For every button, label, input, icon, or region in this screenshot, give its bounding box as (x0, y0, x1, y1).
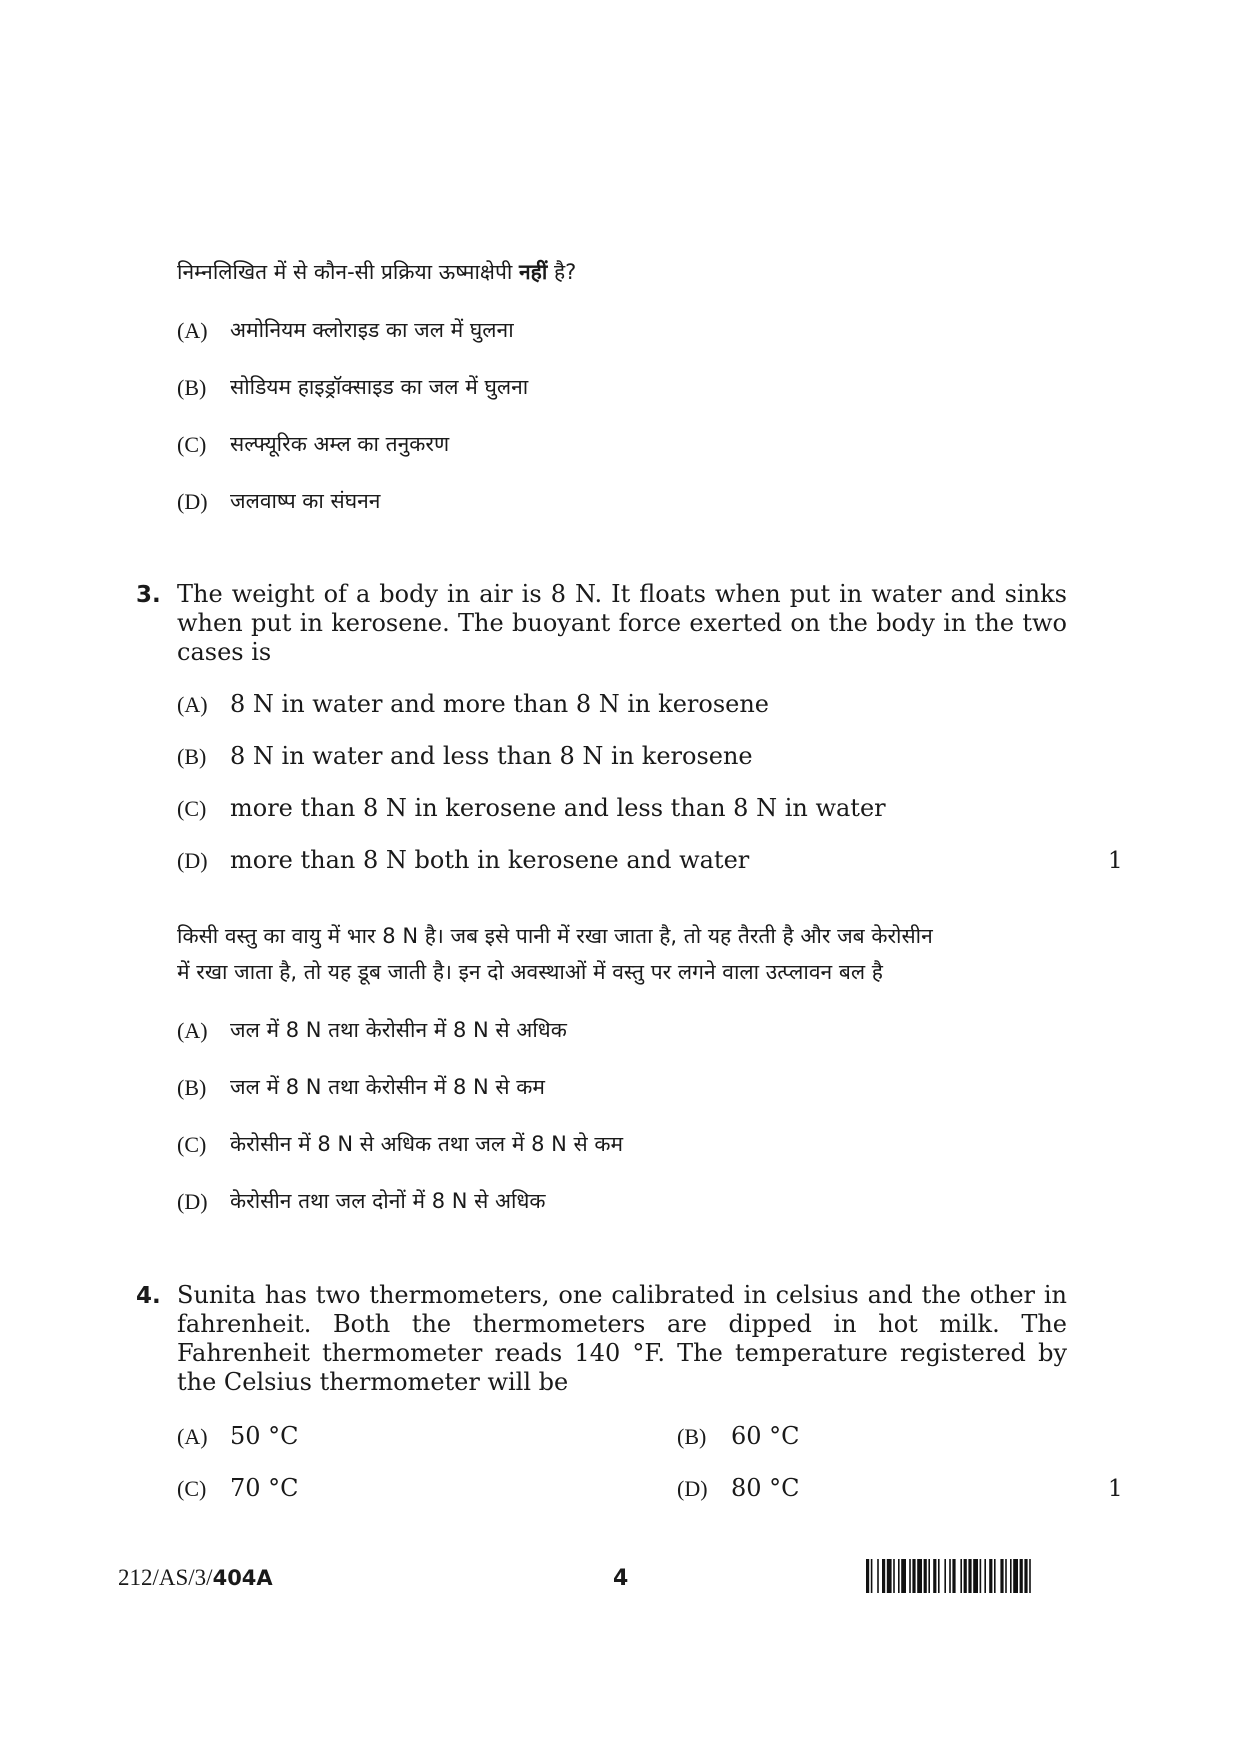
stem-text-end: है? (547, 260, 577, 284)
option-text: 70 °C (230, 1474, 299, 1502)
page-number: 4 (613, 1566, 629, 1591)
option-text: केरोसीन तथा जल दोनों में 8 N से अधिक (230, 1189, 546, 1213)
question-number: 3. (136, 582, 161, 608)
option-text: more than 8 N in kerosene and less than 8 N in water (230, 794, 886, 822)
hindi-question-3-line-1: किसी वस्तु का वायु में भार 8 N है। जब इसे पानी में रखा जाता है, तो यह तैरती है और जब केरोसीन (177, 924, 933, 948)
stem-bold-word: नहीं (519, 260, 548, 284)
paper-code-prefix: 212/AS/3/ (118, 1565, 213, 1590)
option-text: सोडियम हाइड्रॉक्साइड का जल में घुलना (230, 375, 529, 399)
paper-code (118, 1565, 273, 1591)
option-letter: (C) (177, 1476, 207, 1501)
option-letter: (A) (177, 1424, 208, 1449)
option-letter: (A) (177, 1018, 208, 1043)
option-letter: (D) (177, 1189, 208, 1214)
paper-code-bold: 404A (212, 1566, 273, 1590)
option-text: 60 °C (731, 1422, 800, 1450)
question-marks: 1 (1108, 1476, 1123, 1502)
option-letter: (B) (177, 1075, 207, 1100)
option-letter: (B) (677, 1424, 707, 1449)
option-text: जल में 8 N तथा केरोसीन में 8 N से कम (230, 1075, 545, 1099)
hindi-question-2-stem (177, 258, 576, 287)
hindi-question-3-line-2: में रखा जाता है, तो यह डूब जाती है। इन दो अवस्थाओं में वस्तु पर लगने वाला उत्प्लावन बल है (177, 960, 883, 984)
option-text: 80 °C (731, 1474, 800, 1502)
option-letter: (D) (177, 489, 208, 514)
question-4-stem: Sunita has two thermometers, one calibrated in celsius and the other in fahrenheit. Both the thermometers are dipped in hot milk. The Fahrenheit thermometer reads 140 °F. The temperature registered by the Celsius thermometer will be (177, 1281, 1067, 1396)
option-text: 8 N in water and less than 8 N in kerosene (230, 742, 753, 770)
option-letter: (D) (177, 848, 208, 873)
option-letter: (A) (177, 318, 208, 343)
option-text: 50 °C (230, 1422, 299, 1450)
option-text: जल में 8 N तथा केरोसीन में 8 N से अधिक (230, 1018, 567, 1042)
option-text: 8 N in water and more than 8 N in kerosene (230, 690, 769, 718)
option-text: अमोनियम क्लोराइड का जल में घुलना (230, 318, 514, 342)
option-text: केरोसीन में 8 N से अधिक तथा जल में 8 N से कम (230, 1132, 624, 1156)
option-letter: (D) (677, 1476, 708, 1501)
barcode-icon (866, 1559, 1129, 1593)
option-text: more than 8 N both in kerosene and water (230, 846, 750, 874)
question-3-stem: The weight of a body in air is 8 N. It floats when put in water and sinks when put in kerosene. The buoyant force exerted on the body in the two cases is (177, 580, 1067, 666)
option-text: सल्फ्यूरिक अम्ल का तनुकरण (230, 432, 450, 456)
option-letter: (A) (177, 692, 208, 717)
option-letter: (B) (177, 375, 207, 400)
option-letter: (C) (177, 1132, 207, 1157)
option-text: जलवाष्प का संघनन (230, 489, 381, 513)
option-letter: (B) (177, 744, 207, 769)
stem-text: निम्नलिखित में से कौन-सी प्रक्रिया ऊष्माक्षेपी (177, 260, 520, 284)
option-letter: (C) (177, 432, 207, 457)
question-marks: 1 (1108, 848, 1123, 874)
option-letter: (C) (177, 796, 207, 821)
question-number: 4. (136, 1283, 161, 1309)
